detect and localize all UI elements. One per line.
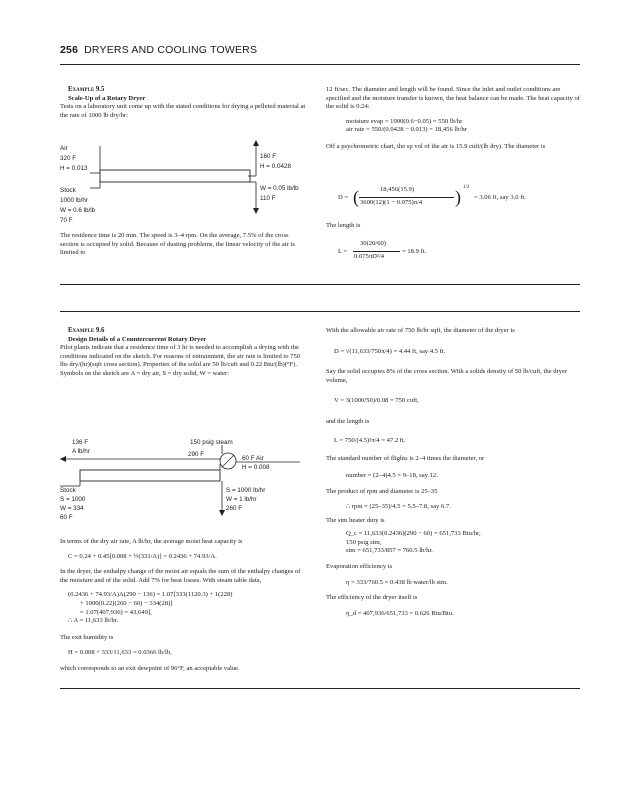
balance-line-2: + 1000(0.22)(260 − 60) − 334(28)]	[80, 599, 173, 607]
outlet-solid-moisture: W = 0.05 lb/lb	[260, 185, 299, 192]
example-9-5-residence	[60, 232, 308, 258]
running-title: DRYERS AND COOLING TOWERS	[84, 44, 258, 56]
diameter-eq-9-6: D = √(11,633/750π/4) = 4.44 ft, say 4.5 ft.	[334, 347, 446, 355]
page-header	[60, 44, 257, 56]
steam-label: 150 psig steam	[190, 439, 233, 446]
air-rate-eq: air rate = 550/(0.0428 − 0.013) = 18,456 lb/hr	[346, 126, 467, 134]
length-result: = 18.9 ft.	[402, 248, 427, 255]
stock-solid-rate: S = 1000	[60, 496, 86, 503]
example-9-6-subtitle: Design Details of a Countercurrent Rotary Dryer	[68, 335, 207, 343]
rpm-eq: ∴ rpm = (25–35)/4.5 = 5.5–7.8, say 6.7.	[346, 502, 451, 510]
length-denominator: 0.075πD²/4	[354, 253, 385, 260]
header-rule	[60, 64, 580, 65]
balance-line-3: = 1.07(407,936) = 43,649],	[80, 608, 152, 616]
flights-eq: number = (2–4)4.5 = 9–18, say 12.	[346, 471, 438, 479]
dryer-efficiency-text: The efficiency of the dryer itself is	[326, 594, 418, 602]
diameter-numerator: 18,456(15.9)	[380, 186, 415, 193]
length-label: The length is	[326, 222, 361, 229]
example-9-5-right-text: 12 ft/sec. The diameter and length will be found. Since the inlet and outlet conditions are specified and the moisture transfer is known, the heat balance can be made. The heat capacity of the solid is 0.24:	[326, 86, 580, 111]
dryer-shell-9-6	[80, 470, 220, 481]
enthalpy-text: In the dryer, the enthalpy change of the moist air equals the sum of the enthalpy changes of the moisture and of the solid. Add 7% for heat losses. With steam table data,	[60, 568, 301, 584]
diameter-result: = 3.06 ft, say 3.0 ft.	[474, 194, 526, 201]
diameter-exponent: 1/2	[463, 185, 470, 190]
outlet-solid-temp: 110 F	[260, 195, 276, 202]
example-9-5-end-rule	[60, 284, 580, 285]
steam-pressure: 150 psig stm,	[346, 538, 382, 546]
flights-text: The standard number of flights is 2–4 times the diameter, or	[326, 455, 485, 463]
diameter-prefix: D =	[338, 194, 349, 201]
exit-humidity-text: The exit humidity is	[60, 633, 114, 641]
example-9-5-right	[326, 86, 580, 152]
diameter-denominator: 3600(12)(1 − 0.075)π/4	[360, 199, 423, 206]
solid-fraction-text: Say the solid occupies 8% of the cross section. With a solids density of 50 lb/cuft, the dryer volume,	[326, 368, 568, 384]
rpm-product-text: The product of rpm and diameter is 25–35	[326, 488, 438, 496]
heat-capacity-eq: C = 0.24 + 0.45[0.008 + ½(333/A)] = 0.2436 + 74.93/A.	[68, 552, 217, 560]
dryer-efficiency-eq: η_d = 407,936/651,733 = 0.626 Btu/Btu.	[346, 609, 454, 617]
stock-water-rate: W = 334	[60, 505, 84, 512]
length-prefix: L =	[338, 248, 348, 255]
example-9-5-intro: Tests on a laboratory unit come up with the stated conditions for drying a pelleted material at the rate of 1000 lb dry/hr:	[60, 103, 306, 119]
length-eq-9-6: L = 750/(4.5)²π/4 = 47.2 ft.	[334, 436, 406, 444]
length-equation	[338, 240, 538, 266]
steam-rate-eq: stm = 651,733/857 = 760.5 lb/hr.	[346, 547, 433, 555]
left-paren: (	[353, 187, 359, 207]
steam-duty-text: The stm heater duty is	[326, 516, 385, 524]
stock-temp: 70 F	[60, 217, 73, 224]
stock-moisture: W = 0.6 lb/lb	[60, 207, 96, 214]
heat-duty-eq: Q_c = 11,633(0.2436)(290 − 60) = 651,733 Btu/hr,	[346, 530, 481, 538]
exit-air-temp: 136 F	[72, 439, 89, 446]
example-9-5-title: Example 9.5	[68, 86, 105, 93]
evap-efficiency-text: Evaporation efficiency is	[326, 562, 393, 570]
balance-line-4: ∴ A = 11,633 lb/hr.	[68, 617, 119, 625]
stock-temp-9-6: 60 F	[60, 514, 73, 521]
inlet-air-humidity: H = 0.008	[242, 464, 270, 471]
length-numerator: 30(20/60)	[360, 240, 387, 247]
stock-rate: 1000 lb/hr	[60, 197, 89, 204]
length-label-9-6: and the length is	[326, 417, 370, 425]
evap-efficiency-eq: η = 333/760.5 = 0.438 lb water/lb stm.	[346, 578, 448, 586]
example-9-6-left-body	[60, 538, 308, 674]
allowable-air-text: With the allowable air rate of 750 lb/hr sqft, the diameter of the dryer is	[326, 327, 515, 334]
exit-humidity-eq: H = 0.008 + 333/11,633 = 0.0366 lb/lb,	[68, 649, 172, 657]
length-fraction-bar	[353, 251, 400, 252]
psychrometric-text: Off a psychrometric chart, the sp vol of the air is 15.9 cuft/(lb dry). The diameter is	[326, 142, 546, 150]
volume-eq: V = 3(1000/50)/0.08 = 750 cuft,	[334, 397, 419, 405]
product-water-rate: W = 1 lb/hr	[226, 496, 257, 503]
balance-line-1: (0.2436 + 74.93/A)A(290 − 136) = 1.07[333(1120.3) + 1(228)	[68, 591, 233, 599]
air-temp: 320 F	[60, 155, 77, 162]
countercurrent-dryer-sketch-9-6	[60, 434, 310, 524]
dewpoint-text: which corresponds to an exit dewpoint of 96°F, an acceptable value.	[60, 664, 240, 672]
outlet-air-temp: 160 F	[260, 153, 277, 160]
right-paren: )	[455, 187, 461, 207]
heated-air-temp: 290 F	[188, 451, 205, 458]
product-solid-rate: S = 1000 lb/hr	[226, 487, 266, 494]
example-9-5-left	[60, 86, 308, 120]
inlet-air-temp: 60 F Air	[242, 455, 264, 462]
air-humidity: H = 0.013	[60, 165, 88, 172]
example-9-6-right	[326, 327, 580, 618]
dry-air-rate: A lb/hr	[72, 448, 90, 455]
diameter-fraction-bar	[359, 197, 454, 198]
rotary-dryer-sketch-9-5	[60, 140, 310, 228]
outlet-air-humidity: H = 0.0428	[260, 163, 291, 170]
moisture-evap-eq: moisture evap = 1000(0.6−0.05) = 550 lb/hr	[346, 117, 463, 125]
example-9-5-residence-text: The residence time is 20 min. The speed is 3–4 rpm. On the average, 7.5% of the cross section is occupied by solid. Because of dusting problems, the linear velocity of the air is limited to	[60, 232, 295, 257]
page-number: 256	[60, 44, 79, 56]
example-9-6-start-rule	[60, 311, 580, 312]
diameter-equation	[338, 184, 578, 214]
example-9-6-intro: Pilot plants indicate that a residence time of 3 hr is needed to accomplish a drying with the conditions indicated on the sketch. For reasons of entrainment, the air rate is limited to 750 lbs dry/(hr)(sqft cross section). Properties of the solid are 50 lb/cuft and 0.22 Btu/(lb)(°F). Symbols on the sketch are A = dry air, S = dry solid, W = water:	[60, 344, 301, 377]
example-9-6-title: Example 9.6	[68, 327, 105, 334]
stock-label-9-6: Stock	[60, 487, 76, 494]
stock-label: Stock	[60, 187, 76, 194]
example-9-6-left	[60, 327, 308, 379]
example-9-6-end-rule	[60, 688, 580, 689]
dryer-shell	[100, 170, 250, 182]
length-label-block	[326, 222, 580, 231]
air-label: Air	[60, 145, 68, 152]
product-temp: 260 F	[226, 505, 243, 512]
heat-capacity-text: In terms of the dry air rate, A lb/hr, the average moist heat capacity is	[60, 538, 243, 545]
example-9-5-subtitle: Scale-Up of a Rotary Dryer	[68, 94, 146, 102]
